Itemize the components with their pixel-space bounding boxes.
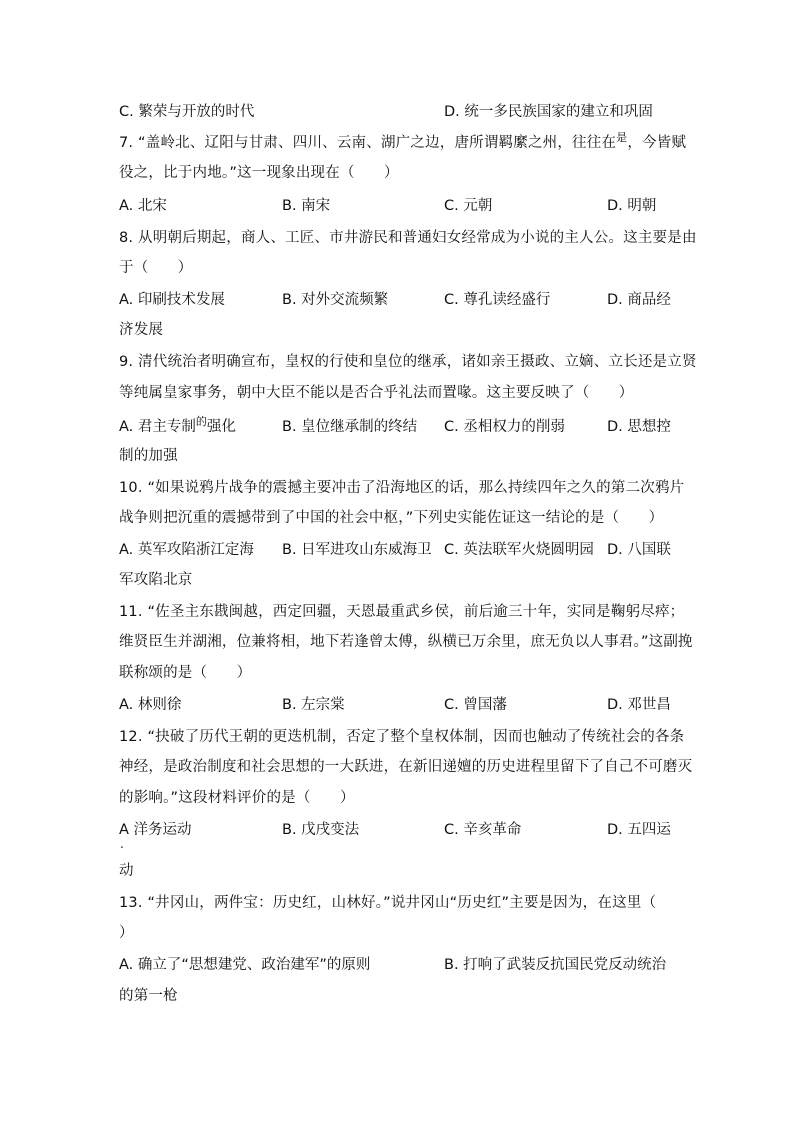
- q13-option-b: B. 打响了武装反抗国民党反动统治: [444, 957, 667, 973]
- q12-option-b: B. 戊戌变法: [282, 822, 360, 838]
- q11-option-c: C. 曾国藩: [444, 697, 507, 713]
- q12-stem-line3: 的影响。”这段材料评价的是（ ）: [119, 790, 355, 806]
- q12-option-a: A 洋务运动: [119, 822, 192, 838]
- q7-option-a: A. 北宋: [119, 198, 167, 214]
- q10-option-d-continued: 军攻陷北京: [119, 572, 193, 588]
- q11-option-a: A. 林则徐: [119, 697, 182, 713]
- q8-option-a: A. 印刷技术发展: [119, 292, 225, 308]
- q8-option-d-continued: 济发展: [119, 322, 164, 338]
- q7-stem-line2: 役之，比于内地。”这一现象出现在（ ）: [119, 165, 399, 181]
- q9-option-d-continued: 制的加强: [119, 448, 178, 464]
- q6-option-d: D. 统一多民族国家的建立和巩固: [444, 104, 653, 120]
- q10-option-b: B. 日军进攻山东威海卫: [282, 542, 432, 558]
- q12-stem-line1: 12. “抉破了历代王朝的更迭机制，否定了整个皇权体制，因而也触动了传统社会的各条: [119, 729, 685, 745]
- q7-option-b: B. 南宋: [282, 198, 331, 214]
- q7-stem-tail: ，今皆赋: [627, 135, 687, 151]
- q7-stem-text: 7. “盖岭北、辽阳与甘肃、四川、云南、湖广之边，唐所谓羁縻之州，往往在: [119, 135, 617, 151]
- q10-option-d: D. 八国联: [607, 542, 671, 558]
- q9-option-b: B. 皇位继承制的终结: [282, 419, 418, 435]
- q12-option-c: C. 辛亥革命: [444, 822, 522, 838]
- q6-option-c: C. 繁荣与开放的时代: [119, 104, 255, 120]
- q13-stem-line1: 13. “井冈山，两件宝：历史红，山林好。”说井冈山“历史红”主要是因为，在这里（: [119, 895, 657, 911]
- q13-option-b-continued: 的第一枪: [119, 988, 178, 1004]
- q7-option-c: C. 元朝: [444, 198, 493, 214]
- q11-stem-line3: 联称颂的是（ ）: [119, 665, 252, 681]
- q12-option-d-continued: 动: [119, 863, 134, 879]
- q12-option-a-dot: .: [120, 837, 124, 851]
- q10-stem-line1: 10. “如果说鸦片战争的震撼主要冲击了沿海地区的话，那么持续四年之久的第二次鸦片: [119, 480, 685, 496]
- q10-option-c: C. 英法联军火烧圆明园: [444, 542, 594, 558]
- q9-option-a: A. 君主专制$^的$强化: [119, 415, 236, 435]
- q12-stem-line2: 神经，是政治制度和社会思想的一大跃进，在新旧递嬗的历史进程里留下了自己不可磨灭: [119, 759, 693, 775]
- q9-stem-line1: 9. 清代统治者明确宣布，皇权的行使和皇位的继承，诸如亲王摄政、立嫡、立长还是立贤: [119, 354, 697, 370]
- q11-stem-line1: 11. “佐圣主东戡闽越，西定回疆，天恩最重武乡侯，前后逾三十年，实同是鞠躬尽瘁；: [119, 604, 685, 620]
- q10-stem-line2: 战争则把沉重的震撼带到了中国的社会中枢，”下列史实能佐证这一结论的是（ ）: [119, 510, 664, 526]
- q8-option-c: C. 尊孔读经盛行: [444, 292, 551, 308]
- q13-option-a: A. 确立了“思想建党、政治建军”的原则: [119, 957, 371, 973]
- q8-stem-line1: 8. 从明朝后期起，商人、工匠、市井游民和普通妇女经常成为小说的主人公。这主要是由: [119, 230, 697, 246]
- q10-option-a: A. 英军攻陷浙江定海: [119, 542, 254, 558]
- q9-option-d: D. 思想控: [607, 419, 671, 435]
- q8-option-d: D. 商品经: [607, 292, 671, 308]
- q13-stem-line2: ）: [119, 925, 134, 941]
- q8-option-b: B. 对外交流频繁: [282, 292, 389, 308]
- q8-stem-line2: 于（ ）: [119, 260, 193, 276]
- q9-stem-line2: 等纯属皇家事务，朝中大臣不能以是否合乎礼法而置喙。这主要反映了（ ）: [119, 385, 634, 401]
- q7-option-d: D. 明朝: [607, 198, 657, 214]
- q9-option-c: C. 丞相权力的削弱: [444, 419, 565, 435]
- q12-option-d: D. 五四运: [607, 822, 671, 838]
- q7-stem-small: 是: [616, 131, 628, 144]
- q11-stem-line2: 维贤臣生并湖湘，位兼将相，地下若逢曾太傅，纵横已万余里，庶无负以人事君。”这副挽: [119, 634, 693, 650]
- q11-option-d: D. 邓世昌: [607, 697, 671, 713]
- q7-stem-line1: [119, 131, 687, 154]
- q11-option-b: B. 左宗棠: [282, 697, 345, 713]
